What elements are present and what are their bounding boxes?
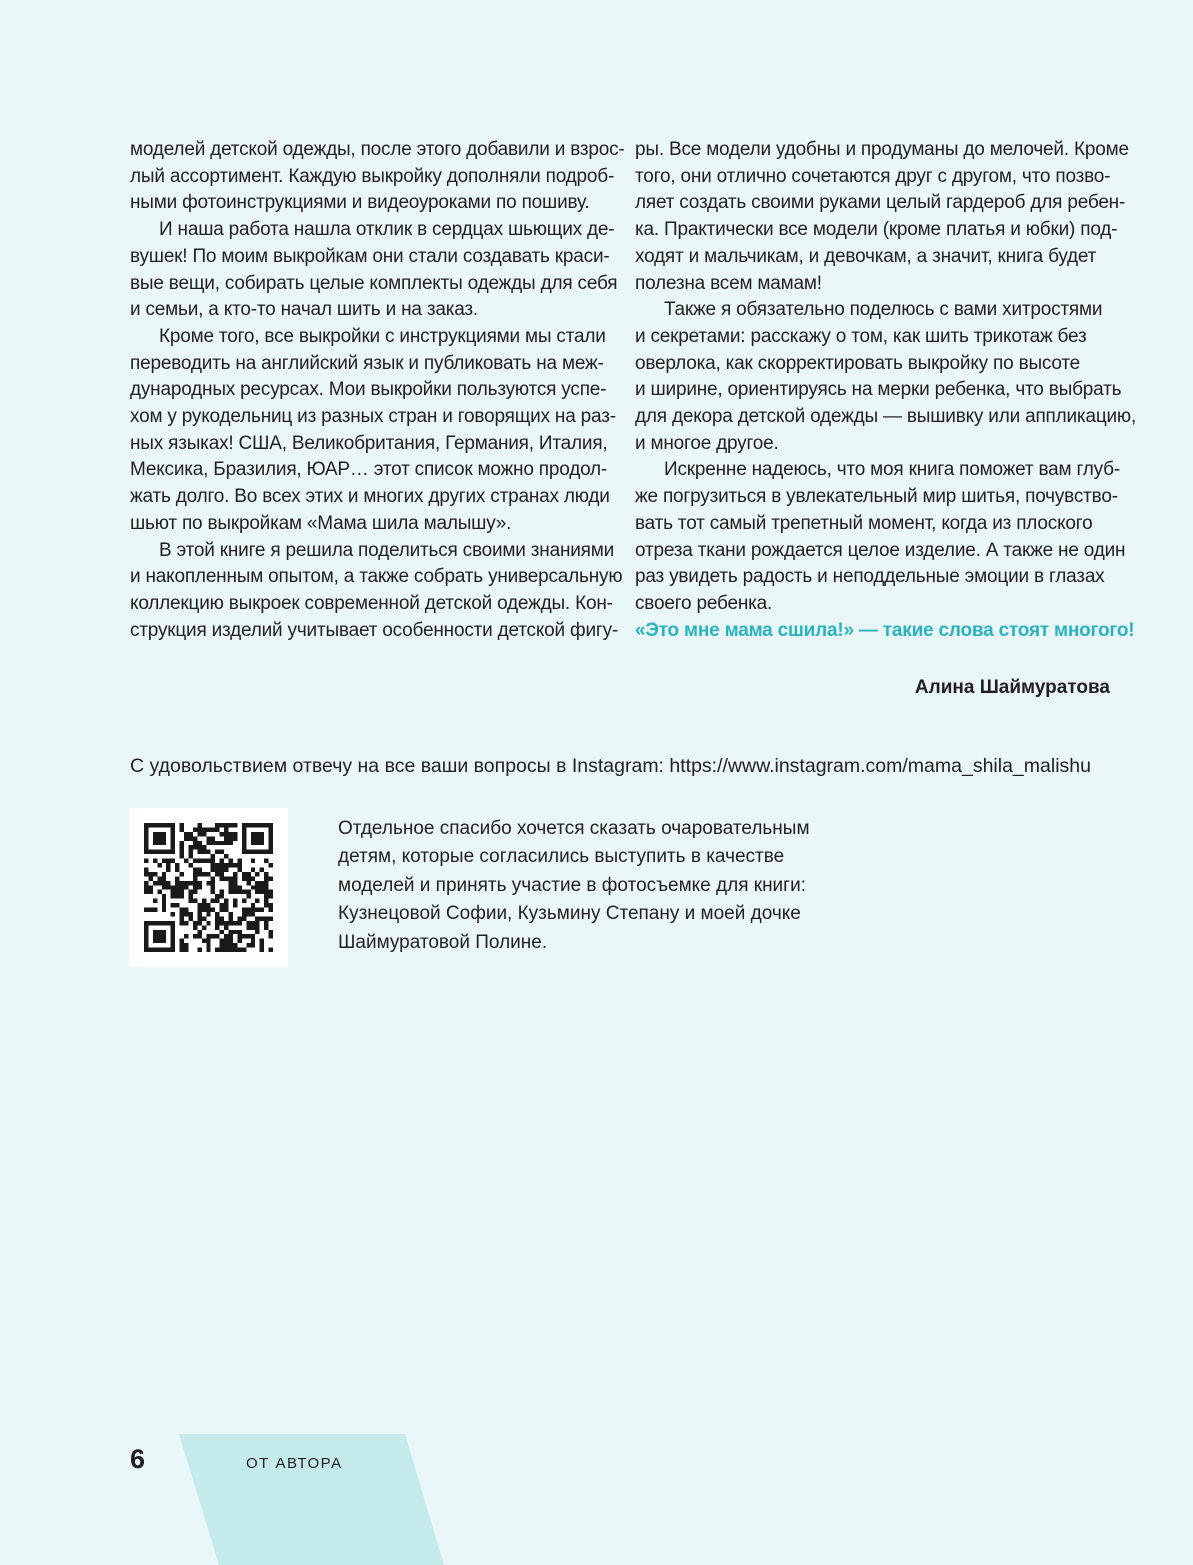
text-line: полезна всем мамам! [635,272,822,294]
thanks-line: Отдельное спасибо хочется сказать очаровательным [338,818,810,839]
instagram-note[interactable]: С удовольствием отвечу на все ваши вопросы в Instagram: https://www.instagram.com/mama_shila_malishu [130,755,1091,777]
right-text-column [635,137,1137,644]
text-line: и ширине, ориентируясь на мерки ребенка, что выбрать [635,379,1122,401]
text-line: вые вещи, собирать целые комплекты одежды для себя [130,272,618,294]
text-line: шьют по выкройкам «Мама шила малышу». [130,512,512,534]
text-line: хом у рукодельниц из разных стран и говорящих на раз- [130,406,616,428]
author-signature: Алина Шаймуратова [914,677,1110,698]
text-line: и накопленным опытом, а также собрать универсальную [130,566,623,588]
thanks-line: детям, которые согласились выступить в качестве [338,846,785,868]
text-line: Также я обязательно поделюсь с вами хитростями [664,299,1103,321]
highlight-quote: «Это мне мама сшила!» — такие слова стоят многого! [635,619,1135,641]
right-column-lines [635,137,1137,618]
text-line: и семьи, а кто-то начал шить и на заказ. [130,299,478,321]
text-line: И наша работа нашла отклик в сердцах шьющих де- [159,219,615,241]
text-line: струкция изделий учитывает особенности детской фигу- [130,619,619,641]
thanks-line: Шаймуратовой Полине. [338,931,548,953]
text-line: ных языках! США, Великобритания, Германия, Италия, [130,432,608,454]
text-line: же погрузиться в увлекательный мир шитья, почувство- [635,486,1118,508]
text-line: и секретами: расскажу о том, как шить трикотаж без [635,325,1087,347]
text-line: отреза ткани рождается целое изделие. А также не один [635,539,1126,561]
text-line: В этой книге я решила поделиться своими знаниями [159,539,615,561]
text-line: того, они отлично сочетаются друг с другом, что позво- [635,165,1111,187]
qr-code-icon [144,823,273,952]
text-line: Мексика, Бразилия, ЮАР… этот список можно продол- [130,459,608,481]
page-number: 6 [130,1444,146,1474]
text-line: Кроме того, все выкройки с инструкциями мы стали [159,325,606,347]
thanks-line: Кузнецовой Софии, Кузьмину Степану и моей дочке [338,903,801,925]
text-line: оверлока, как скорректировать выкройку по высоте [635,352,1081,374]
text-line: и многое другое. [635,432,779,454]
text-line: дународных ресурсах. Мои выкройки пользуются успе- [130,379,607,401]
text-line: вать тот самый трепетный момент, когда из плоского [635,512,1093,534]
text-line: Искренне надеюсь, что моя книга поможет вам глуб- [664,459,1120,481]
left-text-column [130,137,625,644]
section-label: ОТ АВТОРА [246,1455,343,1472]
text-line: ными фотоинструкциями и видеоуроками по пошиву. [130,192,590,214]
text-line: переводить на английский язык и публиковать на меж- [130,352,604,374]
text-line: моделей детской одежды, после этого добавили и взрос- [130,139,625,160]
thanks-line: моделей и принять участие в фотосъемке для книги: [338,874,806,896]
text-line: ходят и мальчикам, и девочкам, а значит, книга будет [635,245,1097,267]
text-line: вушек! По моим выкройкам они стали создавать краси- [130,245,610,267]
text-line: коллекцию выкроек современной детской одежды. Кон- [130,592,613,614]
qr-code[interactable] [129,808,288,967]
text-line: раз увидеть радость и неподдельные эмоции в глазах [635,566,1105,588]
text-line: жать долго. Во всех этих и многих других странах люди [130,486,610,508]
text-line: лый ассортимент. Каждую выкройку дополняли подроб- [130,165,615,187]
text-line: своего ребенка. [635,592,773,614]
text-line: ляет создать своими руками целый гардероб для ребен- [635,192,1126,214]
thanks-paragraph [338,815,810,957]
text-line: для декора детской одежды — вышивку или аппликацию, [635,406,1137,428]
text-line: ры. Все модели удобны и продуманы до мелочей. Кроме [635,139,1129,160]
text-line: ка. Практически все модели (кроме платья и юбки) под- [635,219,1118,241]
